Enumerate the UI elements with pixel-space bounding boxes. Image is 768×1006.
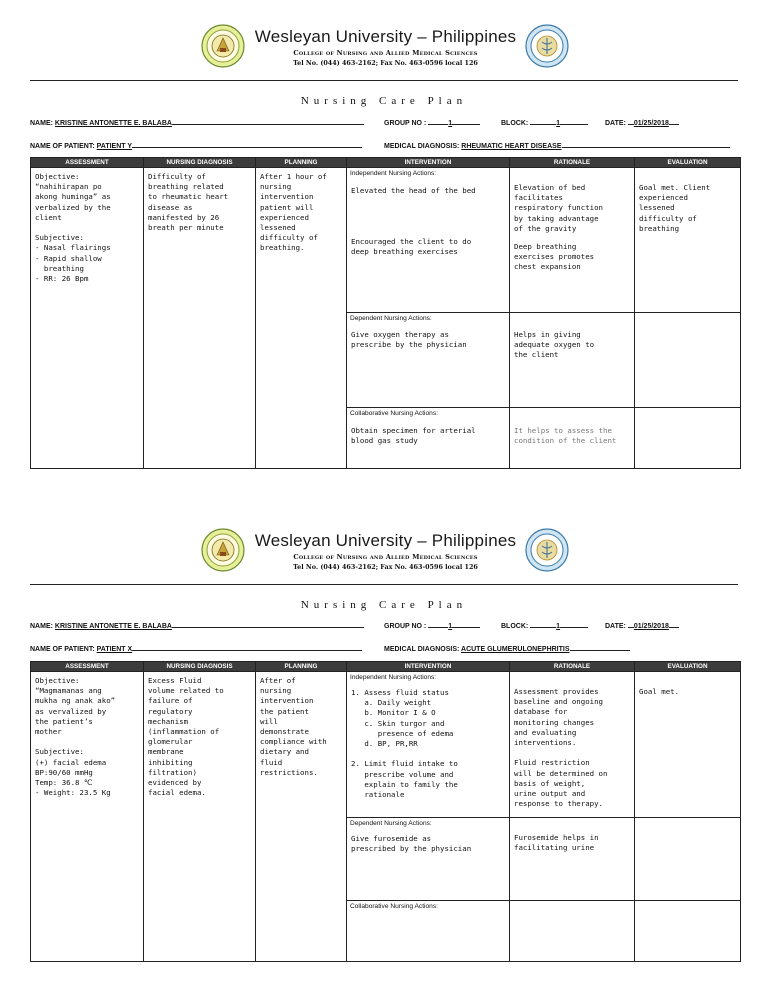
dependent-rationale-cell: Furosemide helps in facilitating urine — [510, 818, 635, 901]
dependent-actions-cell: Dependent Nursing Actions: Give oxygen therapy as prescribe by the physician — [347, 313, 510, 408]
assessment-cell: Objective: “Magmamanas ang mukha ng anak ako” as vervalized by the patient’s mother Subjective: (+) facial edema BP:90/60 mmHg Temp: 36.8 ℃ - Weight: 23.5 Kg — [31, 672, 144, 962]
student-name-field: NAME: KRISTINE ANTONETTE E. BALABA — [30, 620, 364, 630]
column-header: INTERVENTION — [347, 158, 510, 168]
column-header: INTERVENTION — [347, 662, 510, 672]
university-seal-icon — [201, 24, 245, 68]
medical-diagnosis-field: MEDICAL DIAGNOSIS: ACUTE GLUMERULONEPHRITIS — [384, 643, 630, 653]
contact-info: Tel No. (044) 463-2162; Fax No. 463-0596 local 126 — [293, 563, 478, 571]
evaluation-cell — [635, 901, 741, 962]
column-header: RATIONALE — [510, 158, 635, 168]
student-name-field: NAME: KRISTINE ANTONETTE E. BALABA — [30, 117, 364, 127]
letterhead — [0, 522, 768, 586]
group-number-field: GROUP NO : 1 — [384, 620, 480, 630]
nursing-diagnosis-cell: Difficulty of breathing related to rheumatic heart disease as manifested by 26 breath per minute — [144, 168, 256, 469]
college-name: College of Nursing and Allied Medical Sciences — [293, 49, 478, 57]
document-title: Nursing Care Plan — [300, 599, 468, 611]
column-header: PLANNING — [256, 158, 347, 168]
planning-cell: After of nursing intervention the patient will demonstrate compliance with dietary and fluid restrictions. — [256, 672, 347, 962]
table-header-row — [31, 662, 741, 672]
column-header: EVALUATION — [635, 158, 741, 168]
document-title: Nursing Care Plan — [300, 95, 468, 107]
column-header: ASSESSMENT — [31, 662, 144, 672]
independent-rationale-cell: Elevation of bed facilitates respiratory function by taking advantage of the gravity Deep breathing exercises promotes chest expansion — [510, 168, 635, 313]
block-field: BLOCK: 1 — [501, 620, 588, 630]
collaborative-rationale-cell: It helps to assess the condition of the client — [510, 408, 635, 469]
letterhead — [0, 18, 768, 82]
block-field: BLOCK: 1 — [501, 117, 588, 127]
nursing-seal-icon — [525, 24, 569, 68]
column-header: NURSING DIAGNOSIS — [144, 662, 256, 672]
care-plan-page-2 — [0, 522, 768, 1002]
independent-actions-cell: Independent Nursing Actions: Elevated the head of the bed Encouraged the client to do deep breathing exercises — [347, 168, 510, 313]
assessment-cell: Objective: “nahihirapan po akong huminga” as verbalized by the client Subjective: - Nasal flairings - Rapid shallow breathing - RR: 26 Bpm — [31, 168, 144, 469]
date-field: DATE: 01/25/2018 — [605, 620, 679, 630]
column-header: PLANNING — [256, 662, 347, 672]
medical-diagnosis-field: MEDICAL DIAGNOSIS: RHEUMATIC HEART DISEASE — [384, 140, 730, 150]
column-header: NURSING DIAGNOSIS — [144, 158, 256, 168]
table-header-row — [31, 158, 741, 168]
college-name: College of Nursing and Allied Medical Sciences — [293, 553, 478, 561]
university-name: Wesleyan University – Philippines — [254, 27, 517, 46]
header-divider — [30, 584, 738, 585]
dependent-rationale-cell: Helps in giving adequate oxygen to the client — [510, 313, 635, 408]
evaluation-cell — [635, 408, 741, 469]
column-header: RATIONALE — [510, 662, 635, 672]
contact-info: Tel No. (044) 463-2162; Fax No. 463-0596 local 126 — [293, 59, 478, 67]
collaborative-rationale-cell — [510, 901, 635, 962]
collaborative-actions-cell: Collaborative Nursing Actions: Obtain specimen for arterial blood gas study — [347, 408, 510, 469]
group-number-field: GROUP NO : 1 — [384, 117, 480, 127]
evaluation-cell — [635, 818, 741, 901]
care-plan-page-1 — [0, 18, 768, 498]
table-row — [31, 168, 741, 313]
date-field: DATE: 01/25/2018 — [605, 117, 679, 127]
patient-name-field: NAME OF PATIENT: PATIENT Y — [30, 140, 362, 150]
evaluation-cell: Goal met. — [635, 672, 741, 818]
dependent-actions-cell: Dependent Nursing Actions: Give furosemide as prescribed by the physician — [347, 818, 510, 901]
patient-name-field: NAME OF PATIENT: PATIENT X — [30, 643, 362, 653]
care-plan-table — [30, 661, 741, 962]
independent-actions-cell: Independent Nursing Actions: 1. Assess fluid status a. Daily weight b. Monitor I & O c. Skin turgor and presence of edema d. BP, PR,RR 2. Limit fluid intake to prescribe volume and explain to family the rationale — [347, 672, 510, 818]
table-row — [31, 672, 741, 818]
university-seal-icon — [201, 528, 245, 572]
nursing-seal-icon — [525, 528, 569, 572]
collaborative-actions-cell: Collaborative Nursing Actions: — [347, 901, 510, 962]
header-divider — [30, 80, 738, 81]
evaluation-cell — [635, 313, 741, 408]
evaluation-cell: Goal met. Client experienced lessened difficulty of breathing — [635, 168, 741, 313]
column-header: EVALUATION — [635, 662, 741, 672]
column-header: ASSESSMENT — [31, 158, 144, 168]
nursing-diagnosis-cell: Excess Fluid volume related to failure of regulatory mechanism (inflammation of glomerular membrane inhibiting filtration) evidenced by facial edema. — [144, 672, 256, 962]
care-plan-table — [30, 157, 741, 469]
independent-rationale-cell: Assessment provides baseline and ongoing database for monitoring changes and evaluating interventions. Fluid restriction will be determined on basis of weight, urine output and response to therapy. — [510, 672, 635, 818]
planning-cell: After 1 hour of nursing intervention patient will experienced lessened difficulty of breathing. — [256, 168, 347, 469]
university-name: Wesleyan University – Philippines — [254, 531, 517, 550]
